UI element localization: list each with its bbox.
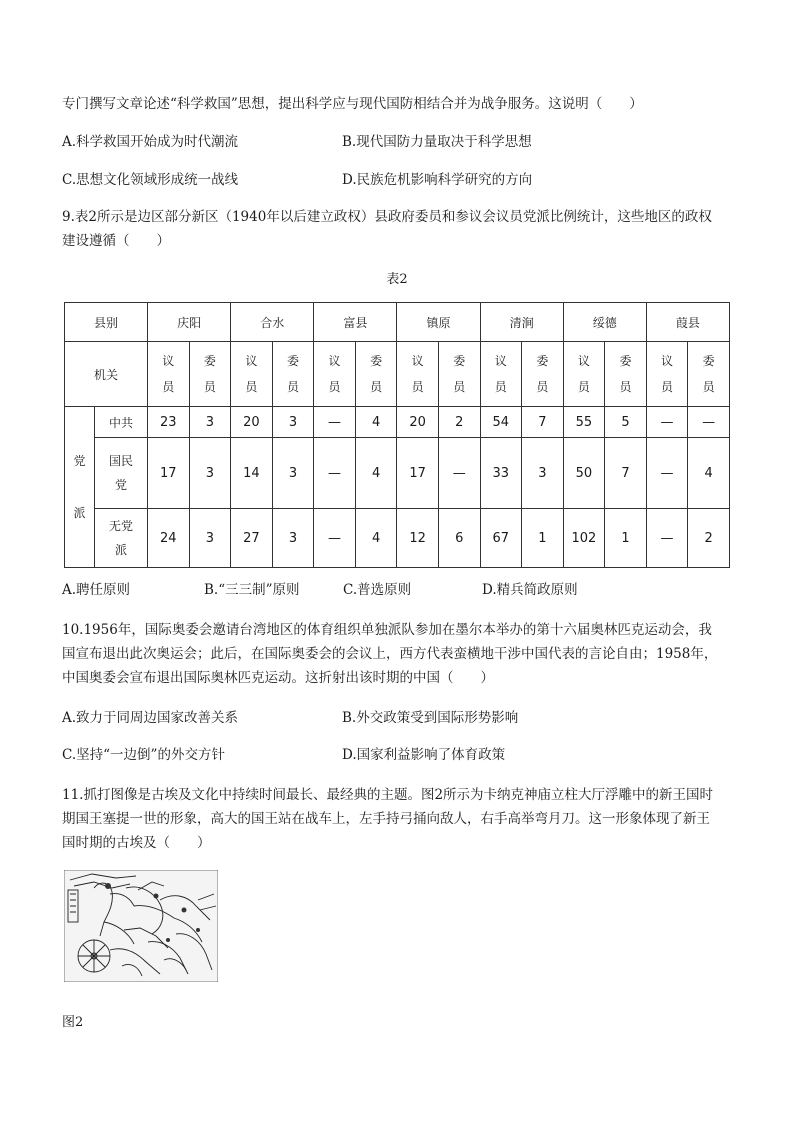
cell: 5 xyxy=(605,407,647,438)
q10-stem-line3: 中国奥委会宣布退出国际奥林匹克运动。这折射出该时期的中国（ ） xyxy=(62,670,494,686)
cell: 3 xyxy=(189,407,231,438)
q10-stem-line2: 国宣布退出此次奥运会；此后，在国际奥委会的会议上，西方代表蛮横地干涉中国代表的言论自由；1958年， xyxy=(62,646,718,662)
q10-option-b[interactable]: B.外交政策受到国际形势影响 xyxy=(342,710,519,726)
cell: — xyxy=(646,438,688,509)
cell: 2 xyxy=(438,407,480,438)
sub-char: 员 xyxy=(619,380,632,394)
county-fuxian: 富县 xyxy=(314,303,397,342)
q9-option-b[interactable]: B.“三三制”原则 xyxy=(204,582,300,598)
cell: — xyxy=(314,509,356,568)
q10-option-a[interactable]: A.致力于同周边国家改善关系 xyxy=(62,710,239,726)
cell: 3 xyxy=(189,509,231,568)
sub-char: 委 xyxy=(453,354,466,368)
cell: 55 xyxy=(563,407,605,438)
sub-char: 议 xyxy=(245,354,258,368)
cell: 7 xyxy=(605,438,647,509)
sub-councilor xyxy=(314,342,356,407)
cell: 102 xyxy=(563,509,605,568)
cell: 67 xyxy=(480,509,522,568)
q9-option-a[interactable]: A.聘任原则 xyxy=(62,582,131,598)
cell: 1 xyxy=(605,509,647,568)
sub-char: 议 xyxy=(661,354,674,368)
sub-councilor xyxy=(480,342,522,407)
q9-option-c[interactable]: C.普选原则 xyxy=(343,582,412,598)
cell: 27 xyxy=(231,509,273,568)
cell: 7 xyxy=(522,407,564,438)
cell: 54 xyxy=(480,407,522,438)
sub-committee xyxy=(355,342,397,407)
sub-char: 员 xyxy=(328,380,341,394)
q8-option-d[interactable]: D.民族危机影响科学研究的方向 xyxy=(342,172,533,188)
cell: — xyxy=(646,509,688,568)
party-ratio-table xyxy=(64,302,730,568)
cell: — xyxy=(314,438,356,509)
cell: 3 xyxy=(272,407,314,438)
q9-stem-line1: 9.表2所示是边区部分新区（1940年以后建立政权）县政府委员和参议会议员党派比例统计，这些地区的政权 xyxy=(62,209,712,225)
cell: 20 xyxy=(397,407,439,438)
sub-char: 员 xyxy=(411,380,424,394)
party-name: 派 xyxy=(115,543,128,557)
sub-char: 员 xyxy=(286,380,299,394)
sub-char: 委 xyxy=(203,354,216,368)
relief-figure-image xyxy=(64,870,218,982)
sub-committee xyxy=(272,342,314,407)
sub-char: 委 xyxy=(619,354,632,368)
q8-option-b[interactable]: B.现代国防力量取决于科学思想 xyxy=(342,134,532,150)
cell: 20 xyxy=(231,407,273,438)
sub-char: 员 xyxy=(577,380,590,394)
cell: 3 xyxy=(272,509,314,568)
figure-caption: 图2 xyxy=(62,1015,84,1030)
county-qingjian: 清涧 xyxy=(480,303,563,342)
cell: 1 xyxy=(522,509,564,568)
q9-option-d[interactable]: D.精兵简政原则 xyxy=(482,582,578,598)
county-zhenyuan: 镇原 xyxy=(397,303,480,342)
sub-char: 员 xyxy=(702,380,715,394)
sub-char: 议 xyxy=(162,354,175,368)
q11-stem-line3: 国时期的古埃及（ ） xyxy=(62,835,211,851)
table-row-kmt xyxy=(65,438,730,509)
table-subheader-row xyxy=(65,342,730,407)
sub-char: 议 xyxy=(411,354,424,368)
sub-char: 委 xyxy=(370,354,383,368)
sub-committee xyxy=(522,342,564,407)
q8-stem: 专门撰写文章论述“科学救国”思想，提出科学应与现代国防相结合并为战争服务。这说明（ ） xyxy=(62,96,643,112)
cell: 4 xyxy=(688,438,730,509)
sub-councilor xyxy=(563,342,605,407)
county-heshui: 合水 xyxy=(231,303,314,342)
cell: 3 xyxy=(522,438,564,509)
sub-councilor xyxy=(646,342,688,407)
q11-stem-line1: 11.抓打图像是古埃及文化中持续时间最长、最经典的主题。图2所示为卡纳克神庙立柱大厅浮雕中的新王国时 xyxy=(62,787,714,803)
sub-committee xyxy=(438,342,480,407)
cell: 3 xyxy=(272,438,314,509)
sub-char: 员 xyxy=(494,380,507,394)
cell: 2 xyxy=(688,509,730,568)
sub-char: 员 xyxy=(661,380,674,394)
cell: 14 xyxy=(231,438,273,509)
cell: 17 xyxy=(148,438,190,509)
q10-option-c[interactable]: C.坚持“一边倒”的外交方针 xyxy=(62,747,225,763)
cell: 4 xyxy=(355,407,397,438)
sub-char: 员 xyxy=(203,380,216,394)
sub-committee xyxy=(189,342,231,407)
cell: 6 xyxy=(438,509,480,568)
table-row-nonparty xyxy=(65,509,730,568)
sub-committee xyxy=(688,342,730,407)
q9-stem-line2: 建设遵循（ ） xyxy=(62,233,170,249)
q8-option-c[interactable]: C.思想文化领域形成统一战线 xyxy=(62,172,239,188)
cell: 23 xyxy=(148,407,190,438)
sub-char: 议 xyxy=(494,354,507,368)
sub-councilor xyxy=(148,342,190,407)
cell: — xyxy=(688,407,730,438)
sub-char: 委 xyxy=(536,354,549,368)
sub-committee xyxy=(605,342,647,407)
cell: 4 xyxy=(355,438,397,509)
party-char: 党 xyxy=(73,454,86,468)
cell: 17 xyxy=(397,438,439,509)
q8-option-a[interactable]: A.科学救国开始成为时代潮流 xyxy=(62,134,239,150)
table-caption: 表2 xyxy=(386,272,408,287)
sub-char: 委 xyxy=(702,354,715,368)
sub-councilor xyxy=(231,342,273,407)
sub-char: 员 xyxy=(245,380,258,394)
party-char: 派 xyxy=(73,506,86,520)
county-qingyang: 庆阳 xyxy=(148,303,231,342)
party-kmt xyxy=(95,438,148,509)
county-jiaxian: 葭县 xyxy=(646,303,729,342)
q10-option-d[interactable]: D.国家利益影响了体育政策 xyxy=(342,747,506,763)
cell: 3 xyxy=(189,438,231,509)
party-name: 国民 xyxy=(109,454,134,468)
county-suide: 绥德 xyxy=(563,303,646,342)
q10-stem-line1: 10.1956年，国际奥委会邀请台湾地区的体育组织单独派队参加在墨尔本举办的第十六届奥林匹克运动会，我 xyxy=(62,622,712,638)
sub-char: 议 xyxy=(577,354,590,368)
cell: — xyxy=(314,407,356,438)
cell: 24 xyxy=(148,509,190,568)
sub-char: 员 xyxy=(162,380,175,394)
cell: 4 xyxy=(355,509,397,568)
sub-councilor xyxy=(397,342,439,407)
party-label xyxy=(65,407,95,568)
county-label: 县别 xyxy=(65,303,148,342)
cell: — xyxy=(438,438,480,509)
party-name: 中共 xyxy=(109,415,134,430)
table-header-row xyxy=(65,303,730,342)
cell: 50 xyxy=(563,438,605,509)
cell: 12 xyxy=(397,509,439,568)
q11-stem-line2: 期国王塞提一世的形象，高大的国王站在战车上，左手持弓捅向敌人，右手高举弯月刀。这一形象体现了新王 xyxy=(62,811,710,827)
sub-char: 议 xyxy=(328,354,341,368)
party-name: 无党 xyxy=(109,519,134,533)
organ-label: 机关 xyxy=(65,342,148,407)
cell: — xyxy=(646,407,688,438)
table-row-ccp xyxy=(65,407,730,438)
sub-char: 员 xyxy=(453,380,466,394)
party-ccp xyxy=(95,407,148,438)
sub-char: 委 xyxy=(286,354,299,368)
sub-char: 员 xyxy=(536,380,549,394)
party-name: 党 xyxy=(115,478,128,492)
sub-char: 员 xyxy=(370,380,383,394)
party-nonparty xyxy=(95,509,148,568)
cell: 33 xyxy=(480,438,522,509)
